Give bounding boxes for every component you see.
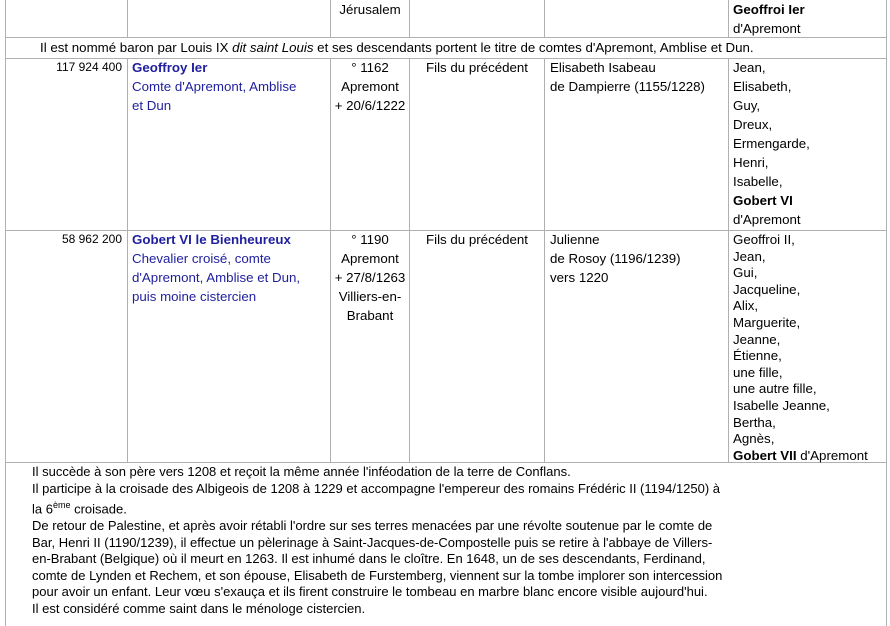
heir-suffix: d'Apremont bbox=[733, 212, 801, 227]
filiation-cell: Fils du précédent bbox=[426, 232, 528, 247]
biography-notes bbox=[32, 464, 802, 618]
col-divider bbox=[127, 0, 128, 37]
person-title-line: d'Apremont, Amblise et Dun, bbox=[132, 270, 301, 285]
child-name: Jeanne, bbox=[733, 331, 781, 347]
col-divider bbox=[409, 58, 410, 462]
filiation-cell: Fils du précédent bbox=[426, 60, 528, 75]
col-divider bbox=[728, 58, 729, 462]
note-paragraph: pour avoir un enfant. Leur vœu s'exauça et ils firent construire le tombeau en marbre blanc encore visible aujourd'hui. bbox=[32, 584, 708, 600]
dates-cell: ° 1162 Apremont + 20/6/1222 bbox=[334, 60, 406, 113]
person-title-line: et Dun bbox=[132, 98, 172, 113]
place-text: Jérusalem bbox=[339, 2, 401, 17]
col-divider bbox=[728, 0, 729, 37]
child-name: Jean, bbox=[733, 248, 766, 264]
spouse-cell: Julienne de Rosoy (1196/1239) vers 1220 bbox=[550, 232, 681, 285]
banner-italic: dit saint Louis bbox=[232, 40, 314, 55]
child-name: une autre fille, bbox=[733, 381, 817, 397]
dates-cell: ° 1190 Apremont + 27/8/1263 Villiers-en- Brabant bbox=[334, 232, 406, 323]
note-paragraph: comte de Lynden et Rechem, et son épouse, Elisabeth de Furstemberg, viennent sur la tombe implorer son intercession bbox=[32, 567, 723, 583]
child-name: Isabelle Jeanne, bbox=[733, 397, 830, 413]
col-divider bbox=[544, 58, 545, 462]
heir-name: Gobert VII bbox=[733, 447, 797, 463]
col-divider bbox=[127, 58, 128, 462]
note-paragraph: en-Brabant (Belgique) où il meurt en 1263. Il est inhumé dans le cloître. En 1648, un de ses descendants, Ferdinand, bbox=[32, 551, 706, 567]
children-cell bbox=[733, 0, 883, 38]
heir-name: Geoffroi Ier bbox=[733, 2, 805, 17]
sosa-number: 117 924 400 bbox=[56, 60, 122, 74]
child-name: Elisabeth, bbox=[733, 79, 792, 94]
note-paragraph: la 6ème croisade. bbox=[32, 500, 127, 517]
heir-name: Gobert VI bbox=[733, 193, 793, 208]
sosa-number: 58 962 200 bbox=[61, 232, 122, 246]
spouse-cell: Elisabeth Isabeau de Dampierre (1155/1228) bbox=[550, 60, 705, 94]
child-name: Isabelle, bbox=[733, 174, 783, 189]
note-paragraph: Il participe à la croisade des Albigeois de 1208 à 1229 et accompagne l'empereur des romains Frédéric II (1194/1250) à bbox=[32, 480, 721, 496]
table-border-right bbox=[886, 0, 887, 626]
heir-suffix: d'Apremont bbox=[733, 21, 801, 36]
banner-text: Il est nommé baron par Louis IX dit saint Louis et ses descendants portent le titre de comtes d'Apremont, Amblise et Dun. bbox=[40, 40, 754, 55]
person-name: Geoffroy Ier bbox=[132, 60, 208, 75]
heir-suffix: d'Apremont bbox=[796, 447, 868, 463]
child-name: Marguerite, bbox=[733, 314, 801, 330]
place-cell bbox=[331, 0, 409, 19]
child-name: Jacqueline, bbox=[733, 281, 801, 297]
table-border-left bbox=[5, 0, 6, 626]
child-name: Jean, bbox=[733, 60, 766, 75]
person-cell bbox=[132, 58, 327, 115]
note-paragraph: Il est considéré comme saint dans le ménologe cistercien. bbox=[32, 601, 366, 617]
child-name: Guy, bbox=[733, 98, 761, 113]
person-cell bbox=[132, 230, 328, 306]
children-cell bbox=[733, 232, 885, 464]
col-divider bbox=[409, 0, 410, 37]
person-name: Gobert VI le Bienheureux bbox=[132, 232, 291, 247]
note-paragraph: De retour de Palestine, et après avoir rétabli l'ordre sur ses terres menacées par une révolte soutenue par le comte de bbox=[32, 518, 713, 534]
note-paragraph: Il succède à son père vers 1208 et reçoit la même année l'inféodation de la terre de Conflans. bbox=[32, 464, 571, 479]
col-divider bbox=[544, 0, 545, 37]
child-name: Ermengarde, bbox=[733, 136, 810, 151]
child-name: Geoffroi II, bbox=[733, 232, 795, 247]
child-name: Agnès, bbox=[733, 431, 775, 447]
child-name: Alix, bbox=[733, 298, 759, 314]
child-name: Henri, bbox=[733, 155, 769, 170]
heir-line bbox=[733, 448, 885, 465]
child-name: Gui, bbox=[733, 265, 758, 281]
person-title-line: puis moine cistercien bbox=[132, 289, 257, 304]
person-title-line: Comte d'Apremont, Amblise bbox=[132, 79, 297, 94]
child-name: Bertha, bbox=[733, 414, 776, 430]
child-name: une fille, bbox=[733, 364, 783, 380]
child-name: Étienne, bbox=[733, 348, 782, 364]
person-title-line: Chevalier croisé, comte bbox=[132, 251, 271, 266]
children-cell bbox=[733, 58, 883, 229]
child-name: Dreux, bbox=[733, 117, 773, 132]
note-paragraph: Bar, Henri II (1190/1239), il effectue un pèlerinage à Saint-Jacques-de-Compostelle puis se retire à l'abbaye de Villers- bbox=[32, 534, 713, 550]
